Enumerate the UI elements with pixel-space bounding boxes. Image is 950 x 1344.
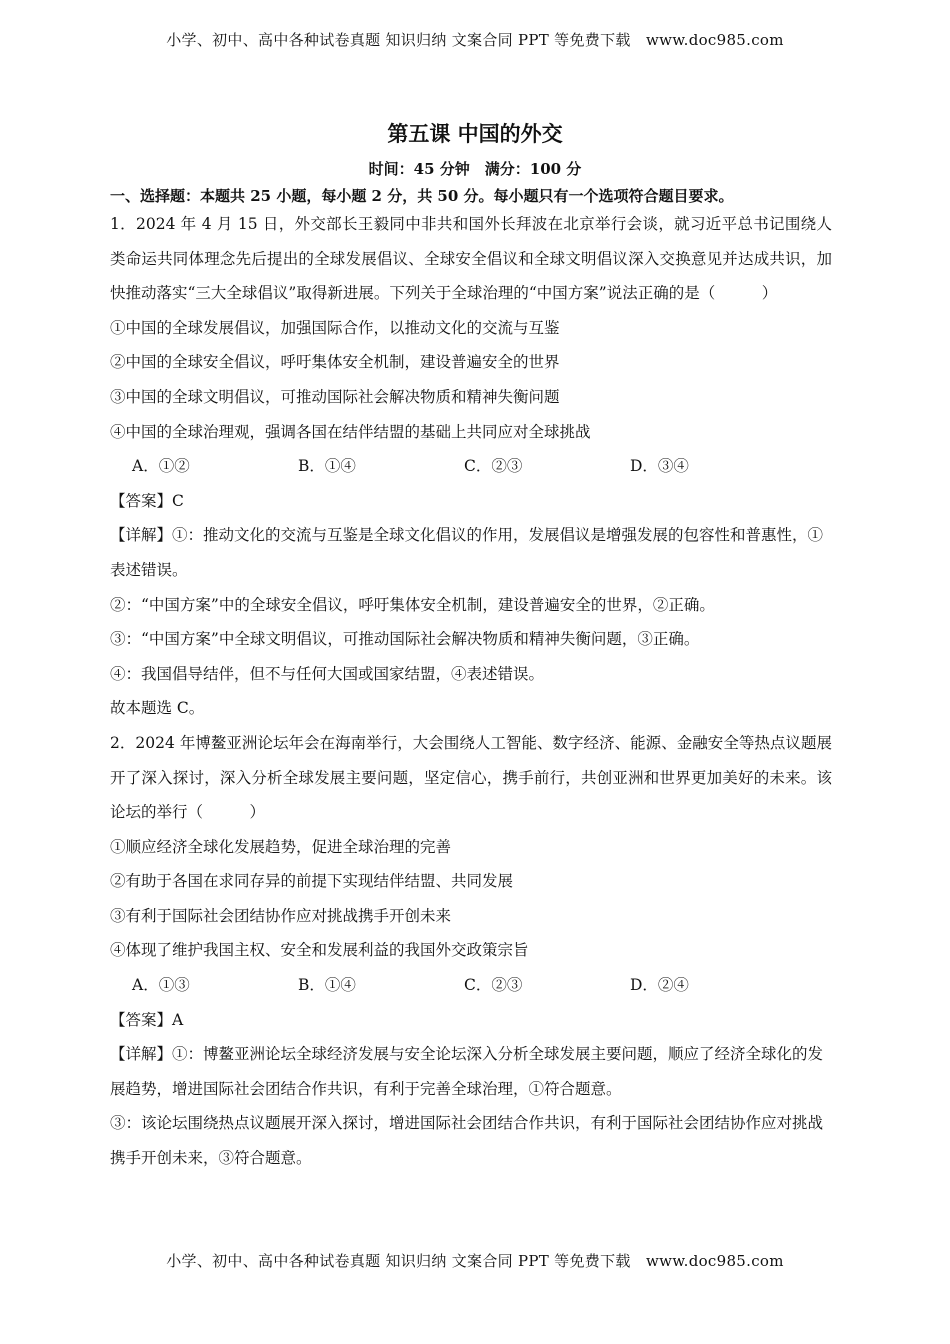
option-a: A．①③ [132, 976, 190, 995]
statement: ②有助于各国在求同存异的前提下实现结伴结盟、共同发展 [110, 872, 514, 891]
option-a: A．①② [132, 457, 190, 476]
page-footer: 小学、初中、高中各种试卷真题 知识归纳 文案合同 PPT 等免费下载 www.doc985.com [166, 1252, 784, 1270]
option-d: D．②④ [630, 976, 689, 995]
option-c: C．②③ [464, 457, 523, 476]
answer: 【答案】C [110, 491, 184, 510]
answer: 【答案】A [110, 1010, 184, 1029]
explanation-line: ②：“中国方案”中的全球安全倡议，呼吁集体安全机制，建设普遍安全的世界，②正确。 [110, 595, 715, 614]
explanation-line: 故本题选 C。 [110, 699, 205, 718]
question-stem: 1．2024 年 4 月 15 日，外交部长王毅同中非共和国外长拜波在北京举行会谈，就习近平总书记围绕人类命运共同体理念先后提出的全球发展倡议、全球安全倡议和全球文明倡议深入交换意见并达成共识，加快推动落实“三大全球倡议”取得新进展。下列关于全球治理的“中国方案”说法正确的是（ ） [110, 215, 832, 303]
option-d: D．③④ [630, 457, 689, 476]
explanation-line: ③：“中国方案”中全球文明倡议，可推动国际社会解决物质和精神失衡问题，③正确。 [110, 630, 700, 649]
option-b: B．①④ [298, 976, 356, 995]
statement: ④中国的全球治理观，强调各国在结伴结盟的基础上共同应对全球挑战 [110, 422, 591, 441]
section-heading: 一、选择题：本题共 25 小题，每小题 2 分，共 50 分。每小题只有一个选项符合题目要求。 [110, 187, 734, 205]
content [110, 207, 832, 1176]
explanation-line: ③：该论坛围绕热点议题展开深入探讨，增进国际社会团结合作共识，有利于国际社会团结协作应对挑战携手开创未来，③符合题意。 [110, 1114, 824, 1168]
explanation-line: 【详解】①：博鳌亚洲论坛全球经济发展与安全论坛深入分析全球发展主要问题，顺应了经济全球化的发展趋势，增进国际社会团结合作共识，有利于完善全球治理，①符合题意。 [110, 1045, 824, 1098]
option-b: B．①④ [298, 457, 356, 476]
question-stem: 2．2024 年博鳌亚洲论坛年会在海南举行，大会围绕人工智能、数字经济、能源、金融安全等热点议题展开了深入探讨，深入分析全球发展主要问题，坚定信心，携手前行，共创亚洲和世界更加美好的未来。该论坛的举行（ ） [110, 733, 832, 822]
statement: ④体现了维护我国主权、安全和发展利益的我国外交政策宗旨 [110, 941, 529, 960]
question-2 [110, 726, 832, 1176]
page-header: 小学、初中、高中各种试卷真题 知识归纳 文案合同 PPT 等免费下载 www.doc985.com [166, 31, 784, 49]
options-row [110, 449, 832, 484]
statement: ③有利于国际社会团结协作应对挑战携手开创未来 [110, 906, 452, 925]
statement: ①中国的全球发展倡议，加强国际合作，以推动文化的交流与互鉴 [110, 318, 560, 337]
explanation-line: 【详解】①：推动文化的交流与互鉴是全球文化倡议的作用，发展倡议是增强发展的包容性和普惠性，①表述错误。 [110, 526, 824, 579]
explanation-line: ④：我国倡导结伴，但不与任何大国或国家结盟，④表述错误。 [110, 664, 545, 683]
options-row [110, 968, 832, 1003]
statement: ①顺应经济全球化发展趋势，促进全球治理的完善 [110, 837, 452, 856]
page-title: 第五课 中国的外交 [387, 121, 563, 146]
option-c: C．②③ [464, 976, 523, 995]
statement: ③中国的全球文明倡议，可推动国际社会解决物质和精神失衡问题 [110, 387, 560, 406]
exam-meta: 时间：45 分钟 满分：100 分 [368, 160, 582, 178]
statement: ②中国的全球安全倡议，呼吁集体安全机制，建设普遍安全的世界 [110, 353, 560, 372]
question-1 [110, 207, 832, 726]
